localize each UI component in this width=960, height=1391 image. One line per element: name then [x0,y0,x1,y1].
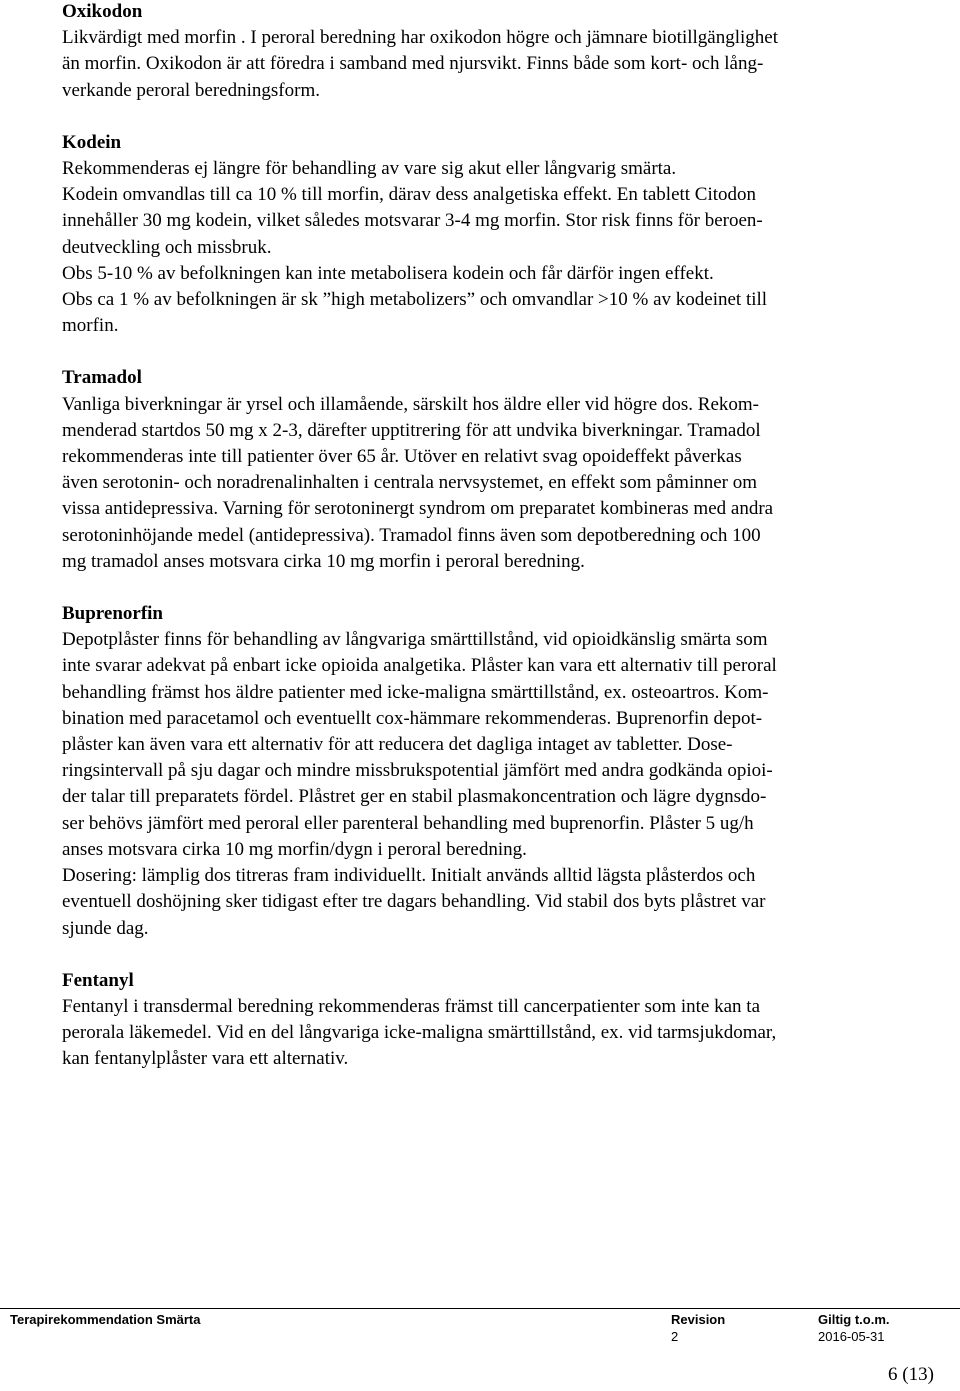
paragraph-line: kan fentanylplåster vara ett alternativ. [62,1048,349,1070]
paragraph-line: Likvärdigt med morfin . I peroral beredning har oxikodon högre och jämnare biotillgänglighet [62,27,778,49]
paragraph-line: sjunde dag. [62,917,149,939]
paragraph-line: mg tramadol anses motsvara cirka 10 mg morfin i peroral beredning. [62,550,585,572]
section-heading: Fentanyl [62,969,134,991]
paragraph-line: vissa antidepressiva. Varning för serotoninergt syndrom om preparatet kombineras med andra [62,498,774,520]
footer-revision-label: Revision [671,1312,726,1327]
paragraph-line: morfin. [62,315,119,337]
paragraph-line: plåster kan även vara ett alternativ för att reducera det dagliga intaget av tabletter. Dose- [62,734,733,756]
paragraph-line: inte svarar adekvat på enbart icke opioida analgetika. Plåster kan vara ett alternativ till peroral [62,655,777,677]
paragraph-line: Dosering: lämplig dos titreras fram individuellt. Initialt används alltid lägsta plåsterdos och [62,865,756,887]
section-kodein [62,130,922,340]
footer-divider [0,1308,960,1309]
paragraph-line: deutveckling och missbruk. [62,236,272,258]
paragraph-line: eventuell doshöjning sker tidigast efter tre dagars behandling. Vid stabil dos byts plåstret var [62,891,766,913]
paragraph-line: Depotplåster finns för behandling av långvariga smärttillstånd, vid opioidkänslig smärta som [62,629,768,651]
paragraph-line: serotoninhöjande medel (antidepressiva). Tramadol finns även som depotberedning och 100 [62,524,761,546]
paragraph-line: än morfin. Oxikodon är att föredra i samband med njursvikt. Finns både som kort- och lång- [62,53,764,75]
paragraph-line: ser behövs jämfört med peroral eller parenteral behandling med buprenorfin. Plåster 5 ug/h [62,812,754,834]
section-heading: Tramadol [62,367,142,389]
section-heading: Buprenorfin [62,603,164,625]
paragraph-line: Rekommenderas ej längre för behandling av vare sig akut eller långvarig smärta. [62,158,677,180]
paragraph-line: ringsintervall på sju dagar och mindre missbrukspotential jämfört med andra godkända opioi- [62,760,773,782]
section-buprenorfin [62,601,922,942]
footer-document-title: Terapirekommendation Smärta [10,1312,201,1327]
paragraph-line: rekommenderas inte till patienter över 65 år. Utöver en relativt svag opoideffekt påverkas [62,446,742,468]
section-heading: Oxikodon [62,1,143,22]
paragraph-line: Obs ca 1 % av befolkningen är sk ”high metabolizers” och omvandlar >10 % av kodeinet till [62,289,768,311]
footer-revision-value: 2 [671,1329,679,1344]
document-body [62,0,922,1099]
paragraph-line: behandling främst hos äldre patienter med icke-maligna smärttillstånd, ex. osteoartros. Kom- [62,681,769,703]
paragraph-line: Vanliga biverkningar är yrsel och illamående, särskilt hos äldre eller vid högre dos. Rekom- [62,393,759,415]
paragraph-line: Obs 5-10 % av befolkningen kan inte metabolisera kodein och får därför ingen effekt. [62,262,714,284]
paragraph-line: perorala läkemedel. Vid en del långvariga icke-maligna smärttillstånd, ex. vid tarmsjukdomar, [62,1022,777,1044]
paragraph-line: Fentanyl i transdermal beredning rekommenderas främst till cancerpatienter som inte kan ta [62,995,760,1017]
section-heading: Kodein [62,131,122,153]
paragraph-line: bination med paracetamol och eventuellt cox-hämmare rekommenderas. Buprenorfin depot- [62,707,763,729]
paragraph-line: innehåller 30 mg kodein, vilket således motsvarar 3-4 mg morfin. Stor risk finns för beroen- [62,210,763,232]
footer-valid-label: Giltig t.o.m. [818,1312,890,1327]
paragraph-line: även serotonin- och noradrenalinhalten i centrala nervsystemet, en effekt som påminner om [62,472,758,494]
section-tramadol [62,365,922,575]
paragraph-line: menderad startdos 50 mg x 2-3, därefter upptitrering för att undvika biverkningar. Tramadol [62,419,761,441]
paragraph-line: anses motsvara cirka 10 mg morfin/dygn i peroral beredning. [62,838,527,860]
section-fentanyl [62,968,922,1073]
paragraph-line: der talar till preparatets fördel. Plåstret ger en stabil plasmakoncentration och lägre dygnsdo- [62,786,767,808]
paragraph-line: Kodein omvandlas till ca 10 % till morfin, därav dess analgetiska effekt. En tablett Citodon [62,184,757,206]
page-number: 6 (13) [888,1364,934,1385]
footer-valid-value: 2016-05-31 [818,1329,885,1344]
section-oxikodon [62,0,922,104]
paragraph-line: verkande peroral beredningsform. [62,79,320,101]
